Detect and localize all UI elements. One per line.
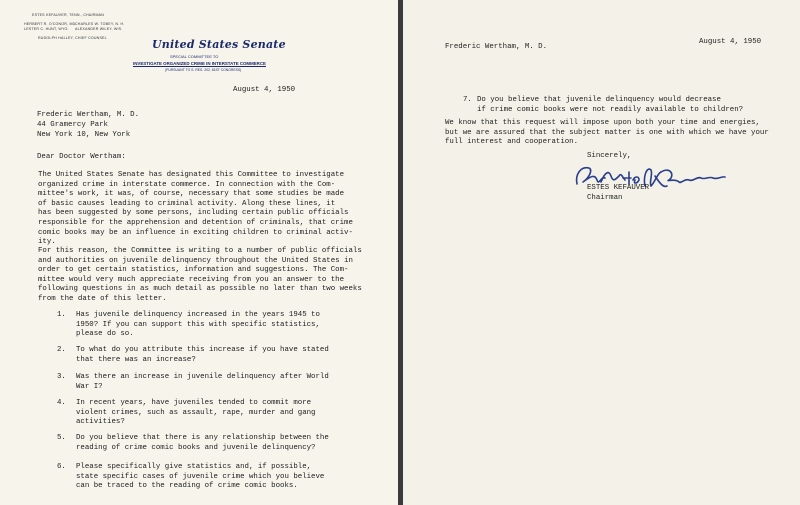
address-line: New York 10, New York	[37, 131, 131, 139]
question-number: 7.	[463, 96, 472, 104]
question-text: Do you believe that juvenile delinquency would decrease if crime comic books were not readily available to children?	[477, 96, 744, 114]
address-line: Frederic Wertham, M. D.	[37, 111, 140, 119]
page2-header-date: August 4, 1950	[699, 38, 762, 46]
committee-chairman: ESTES KEFAUVER, TENN., CHAIRMAN	[32, 13, 105, 17]
paragraph-request: For this reason, the Committee is writing to a number of public officials and authorities on juvenile delinquency throughout the United States in order to get certain statistics, information and suggestions. The Com- mittee would very much appreciate receiving from you an answer to the following questions in as much detail as possible no later than two weeks from the date of this letter.	[38, 247, 362, 303]
signer-name: ESTES KEFAUVER	[587, 184, 650, 192]
question-text: Has juvenile delinquency increased in the years 1945 to 1950? If you can support this with specific statistics, please do so.	[76, 311, 320, 339]
question-text: To what do you attribute this increase if you have stated that there was an increase?	[76, 346, 329, 364]
question-number: 4.	[57, 399, 66, 407]
letterhead-authority: (PURSUANT TO S. RES. 202, 81ST CONGRESS)	[165, 68, 242, 72]
letter-page-1	[0, 0, 398, 505]
salutation: Dear Doctor Wertham:	[37, 153, 126, 161]
question-text: Was there an increase in juvenile delinquency after World War I?	[76, 373, 329, 391]
question-text: Please specifically give statistics and, if possible, state specific cases of juvenile crime which you believe can be traced to the reading of crime comic books.	[76, 463, 325, 491]
letterhead-committee: INVESTIGATE ORGANIZED CRIME IN INTERSTATE COMMERCE	[133, 61, 266, 66]
letter-date: August 4, 1950	[233, 86, 296, 94]
committee-member: HERBERT R. O'CONOR, MD.	[24, 22, 77, 26]
question-number: 5.	[57, 434, 66, 442]
signer-title: Chairman	[587, 194, 623, 202]
question-number: 6.	[57, 463, 66, 471]
chief-counsel: RUDOLPH HALLEY, CHIEF COUNSEL	[38, 36, 107, 40]
question-text: In recent years, have juveniles tended to commit more violent crimes, such as assault, rape, murder and gang activities?	[76, 399, 316, 427]
committee-member: LESTER C. HUNT, WYO.	[24, 27, 69, 31]
committee-member: ALEXANDER WILEY, WIS.	[75, 27, 123, 31]
question-text: Do you believe that there is any relationship between the reading of crime comic books and juvenile delinquency?	[76, 434, 329, 452]
letter-page-2	[403, 0, 800, 505]
question-number: 2.	[57, 346, 66, 354]
page2-header-name: Frederic Wertham, M. D.	[445, 43, 548, 51]
question-number: 1.	[57, 311, 66, 319]
paragraph-intro: The United States Senate has designated this Committee to investigate organized crime in interstate commerce. In connection with the Com- mittee's work, it was, of course, necessary that some studies be made of basic causes leading to criminal activity. Along these lines, it has been suggested by some persons, including certain public officials responsible for the apprehension and detention of criminals, that crime comic books may be an influence in exciting children to criminal activ- ity.	[38, 171, 353, 247]
sign-off: Sincerely,	[587, 152, 632, 160]
question-number: 3.	[57, 373, 66, 381]
address-line: 44 Gramercy Park	[37, 121, 108, 129]
letterhead-subtitle: SPECIAL COMMITTEE TO	[170, 54, 219, 59]
committee-member: CHARLES W. TOBEY, N. H.	[75, 22, 125, 26]
closing-paragraph: We know that this request will impose upon both your time and energies, but we are assured that the subject matter is one with which we have your full interest and cooperation.	[445, 119, 769, 147]
letterhead-title: United States Senate	[152, 38, 286, 51]
